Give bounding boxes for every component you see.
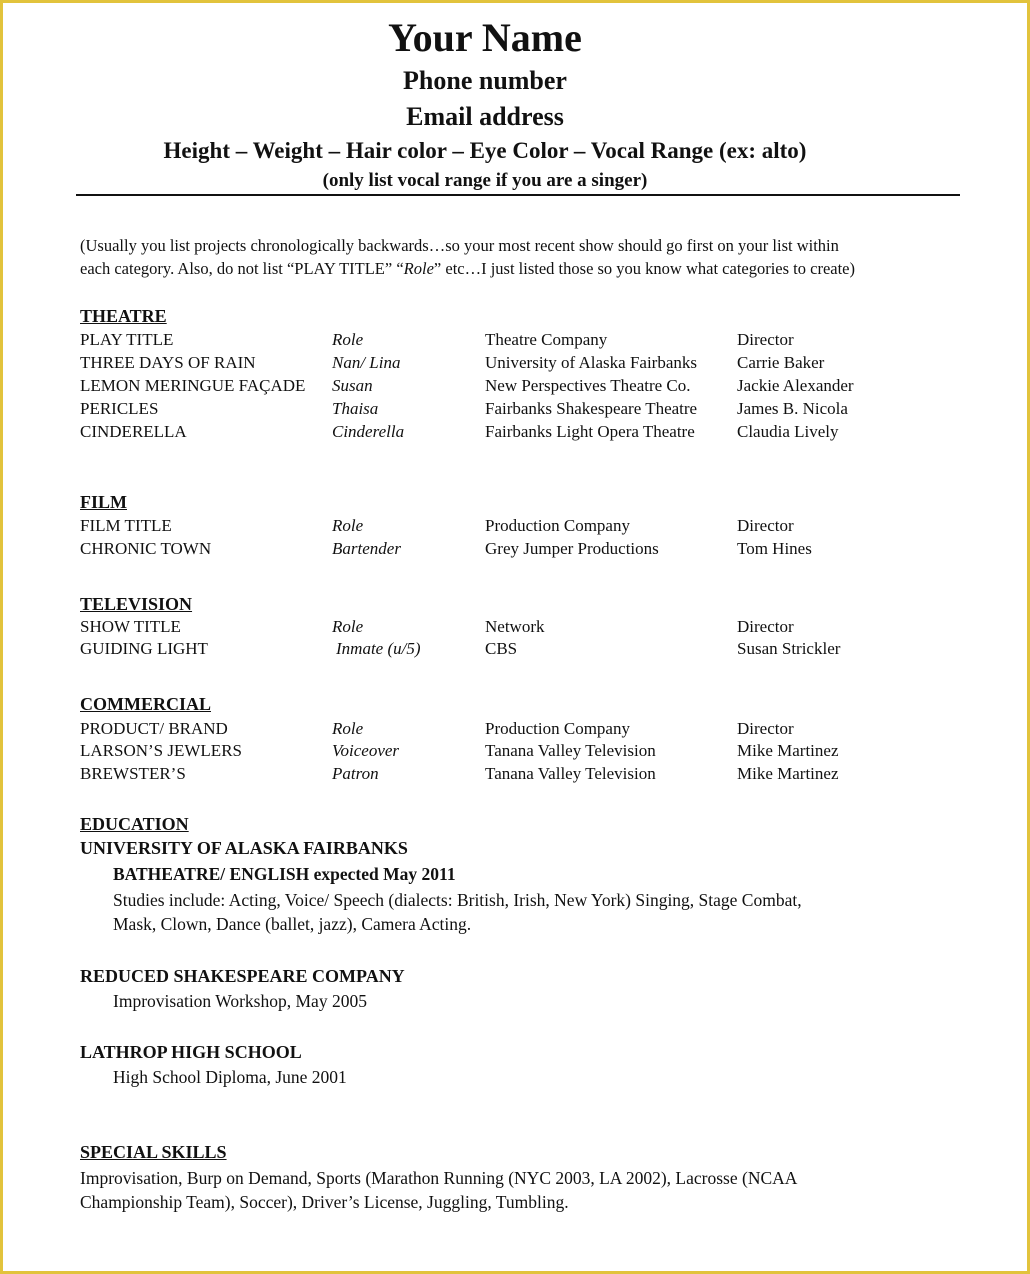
credit-company: Tanana Valley Television: [485, 764, 656, 783]
credit-director: Mike Martinez: [737, 764, 839, 783]
credit-company: Tanana Valley Television: [485, 741, 656, 760]
note-line-2: [80, 257, 960, 280]
credit-role: Thaisa: [332, 399, 379, 418]
credit-title: LARSON’S JEWLERS: [80, 741, 242, 760]
credit-role: Role: [332, 617, 364, 636]
skills-line-1: Improvisation, Burp on Demand, Sports (Marathon Running (NYC 2003, LA 2002), Lacrosse (NCAA: [80, 1168, 798, 1188]
credit-company: CBS: [485, 639, 518, 658]
credit-director: Tom Hines: [737, 539, 812, 558]
phone-number: Phone number: [403, 66, 567, 95]
note-line-2-role: Role: [403, 259, 434, 278]
physical-stats: Height – Weight – Hair color – Eye Color – Vocal Range (ex: alto): [163, 138, 807, 163]
detail-lathrop: High School Diploma, June 2001: [113, 1067, 347, 1087]
credit-director: Director: [737, 617, 794, 636]
skills-text: [80, 1166, 797, 1214]
credit-title: LEMON MERINGUE FAÇADE: [80, 376, 306, 395]
credit-role: Inmate (u/5): [336, 639, 421, 658]
school-uaf: UNIVERSITY OF ALASKA FAIRBANKS: [80, 838, 408, 858]
credit-director: Claudia Lively: [737, 422, 839, 441]
note-line-2-a: each category. Also, do not list “PLAY TITLE” “: [80, 259, 404, 278]
credit-company: Production Company: [485, 516, 630, 535]
credit-director: Carrie Baker: [737, 353, 825, 372]
section-heading-film: FILM: [80, 492, 127, 512]
credit-title: PLAY TITLE: [80, 330, 174, 349]
credit-role: Susan: [332, 376, 373, 395]
credit-director: Director: [737, 516, 794, 535]
credit-role: Nan/ Lina: [332, 353, 401, 372]
credit-role: Role: [332, 330, 364, 349]
credit-company: Network: [485, 617, 545, 636]
credit-role: Bartender: [332, 539, 401, 558]
credit-title: PRODUCT/ BRAND: [80, 719, 228, 738]
credit-title: FILM TITLE: [80, 516, 172, 535]
credit-title: CHRONIC TOWN: [80, 539, 212, 558]
credit-role: Cinderella: [332, 422, 405, 441]
section-heading-special-skills: SPECIAL SKILLS: [80, 1142, 227, 1162]
credit-company: Production Company: [485, 719, 630, 738]
degree-uaf: BATHEATRE/ ENGLISH expected May 2011: [113, 864, 456, 884]
studies-line-2: Mask, Clown, Dance (ballet, jazz), Camera Acting.: [113, 914, 472, 934]
school-reduced-shakespeare: REDUCED SHAKESPEARE COMPANY: [80, 966, 405, 986]
credit-role: Patron: [332, 764, 379, 783]
header-divider: [76, 194, 960, 196]
credit-title: SHOW TITLE: [80, 617, 181, 636]
credit-company: Fairbanks Light Opera Theatre: [485, 422, 695, 441]
resume-name: Your Name: [388, 15, 582, 60]
credit-director: Mike Martinez: [737, 741, 839, 760]
email-address: Email address: [406, 102, 564, 131]
credit-director: Jackie Alexander: [737, 376, 854, 395]
credit-company: New Perspectives Theatre Co.: [485, 376, 691, 395]
section-heading-television: TELEVISION: [80, 594, 193, 614]
section-heading-theatre: THEATRE: [80, 306, 167, 326]
section-heading-commercial: COMMERCIAL: [80, 694, 211, 714]
instruction-note: [80, 234, 960, 280]
credit-director: James B. Nicola: [737, 399, 848, 418]
credit-title: GUIDING LIGHT: [80, 639, 208, 658]
note-line-2-b: ” etc…I just listed those so you know what categories to create): [433, 259, 856, 278]
studies-text: [113, 888, 802, 936]
skills-line-2: Championship Team), Soccer), Driver’s License, Juggling, Tumbling.: [80, 1192, 569, 1212]
credit-director: Director: [737, 719, 794, 738]
credit-title: PERICLES: [80, 399, 159, 418]
vocal-range-note: (only list vocal range if you are a singer): [322, 170, 648, 191]
school-lathrop: LATHROP HIGH SCHOOL: [80, 1042, 302, 1062]
credit-role: Role: [332, 719, 364, 738]
credit-company: Theatre Company: [485, 330, 608, 349]
section-heading-education: EDUCATION: [80, 814, 189, 834]
detail-reduced-shakespeare: Improvisation Workshop, May 2005: [113, 991, 367, 1011]
note-line-1: (Usually you list projects chronologically backwards…so your most recent show should go first on your list within: [80, 236, 839, 255]
credit-company: University of Alaska Fairbanks: [485, 353, 697, 372]
credit-director: Director: [737, 330, 794, 349]
credit-title: CINDERELLA: [80, 422, 187, 441]
credit-director: Susan Strickler: [737, 639, 841, 658]
credit-company: Grey Jumper Productions: [485, 539, 659, 558]
credit-company: Fairbanks Shakespeare Theatre: [485, 399, 698, 418]
credit-title: BREWSTER’S: [80, 764, 186, 783]
studies-line-1: Studies include: Acting, Voice/ Speech (dialects: British, Irish, New York) Singing, Stage Combat,: [113, 890, 802, 910]
credit-role: Voiceover: [332, 741, 400, 760]
credit-role: Role: [332, 516, 364, 535]
credit-title: THREE DAYS OF RAIN: [80, 353, 256, 372]
